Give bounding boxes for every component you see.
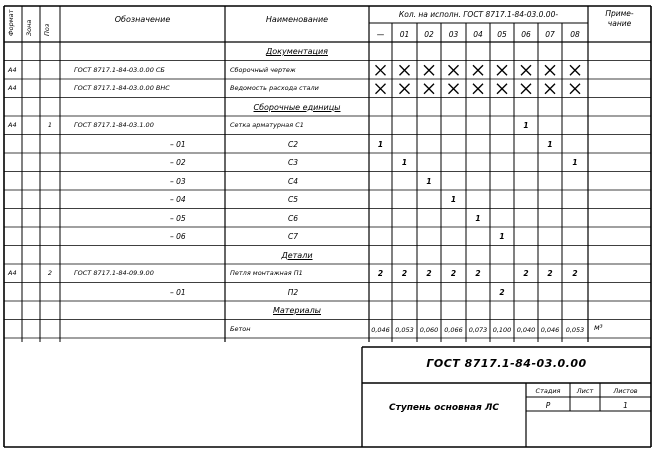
cell-format: А4: [8, 84, 17, 92]
na-mark: [376, 84, 386, 94]
cell-qty: 1: [572, 158, 578, 167]
cell-qty: 0,040: [516, 325, 536, 334]
na-mark: [400, 84, 410, 94]
header-qty-title: Кол. на исполн. ГОСТ 8717.1-84-03.0.00-: [398, 10, 559, 19]
cell-qty: 0,073: [468, 325, 488, 334]
header-variant-0: —: [376, 30, 385, 39]
cell-note: м³: [594, 322, 603, 332]
cell-qty: 1: [450, 195, 457, 204]
cell-name: С5: [287, 195, 299, 204]
titleblock-sheets-label: Листов: [613, 387, 638, 395]
na-mark: [449, 65, 459, 75]
titleblock-stage-value: Р: [545, 401, 551, 410]
header-designation: Обозначение: [114, 15, 171, 24]
cell-designation: ГОСТ 8717.1-84-09.9.00: [74, 269, 154, 277]
cell-designation: ГОСТ 8717.1-84-03.1.00: [74, 121, 154, 129]
cell-name: Петля монтажная П1: [230, 269, 303, 277]
cell-name: С2: [287, 139, 299, 149]
cell-qty: 1: [475, 213, 481, 223]
cell-qty: 1: [523, 121, 529, 130]
cell-qty: 1: [547, 139, 553, 149]
cell-designation: – 02: [170, 158, 186, 167]
cell-qty: 0,053: [395, 325, 414, 334]
cell-qty: 2: [450, 269, 457, 278]
header-format: Формат: [7, 9, 15, 36]
header-variant-4: 04: [473, 30, 483, 39]
cell-designation: – 01: [170, 139, 186, 149]
na-mark: [473, 84, 483, 94]
section-heading: Материалы: [273, 306, 321, 315]
cell-qty: 2: [426, 269, 432, 278]
cell-qty: 0,046: [540, 325, 560, 334]
cell-qty: 2: [499, 287, 505, 297]
section-heading: Документация: [266, 47, 328, 56]
cell-designation: ГОСТ 8717.1-84-03.0.00 СБ: [74, 65, 165, 74]
header-variant-1: 01: [399, 30, 410, 39]
na-mark: [400, 65, 410, 75]
cell-designation: – 05: [170, 213, 186, 223]
na-mark: [497, 84, 507, 94]
cell-name: С7: [287, 232, 299, 241]
cell-designation: – 01: [170, 287, 186, 297]
titleblock-sheets-value: 1: [623, 401, 628, 410]
section-heading: Сборочные единицы: [253, 102, 341, 112]
cell-name: Сетка арматурная С1: [230, 121, 304, 129]
section-heading: Детали: [281, 250, 313, 260]
na-mark: [424, 84, 434, 94]
cell-qty: 0,053: [565, 325, 585, 334]
cell-qty: 1: [426, 176, 432, 186]
cell-qty: 1: [377, 139, 384, 149]
na-mark: [521, 65, 531, 75]
header-variant-3: 03: [448, 30, 459, 39]
cell-designation: – 03: [170, 176, 186, 186]
cell-format: А4: [8, 65, 17, 74]
cell-designation: ГОСТ 8717.1-84-03.0.00 ВНС: [74, 84, 170, 92]
header-pos: Поз: [43, 23, 51, 36]
cell-qty: 2: [475, 269, 481, 278]
na-mark: [545, 65, 555, 75]
cell-name: С3: [287, 158, 299, 167]
na-mark: [497, 65, 507, 75]
header-note-1: Приме-: [605, 9, 634, 18]
header-variant-7: 07: [545, 30, 555, 39]
header-name: Наименование: [265, 15, 329, 24]
na-mark: [545, 84, 555, 94]
cell-qty: 0,046: [371, 325, 390, 334]
cell-name: Ведомость расхода стали: [230, 84, 319, 92]
cell-qty: 0,060: [419, 325, 439, 334]
titleblock-stage-label: Стадия: [535, 387, 561, 395]
header-variant-5: 05: [497, 30, 507, 39]
cell-designation: – 06: [170, 232, 186, 241]
header-variant-2: 02: [424, 30, 434, 39]
cell-name: С6: [287, 213, 299, 223]
na-mark: [570, 84, 580, 94]
cell-designation: – 04: [170, 195, 186, 204]
header-variant-8: 08: [570, 30, 580, 39]
header-variant-6: 06: [521, 30, 531, 39]
na-mark: [570, 65, 580, 75]
header-note-2: чание: [607, 19, 632, 28]
cell-name: Сборочный чертеж: [230, 65, 296, 74]
header-zone: Зона: [25, 19, 33, 36]
na-mark: [473, 65, 483, 75]
cell-qty: 2: [572, 269, 578, 278]
cell-qty: 1: [499, 232, 505, 241]
cell-format: А4: [8, 121, 17, 129]
cell-pos: 1: [47, 121, 53, 129]
cell-format: А4: [8, 269, 17, 277]
titleblock-sheet-label: Лист: [576, 387, 594, 395]
cell-qty: 2: [523, 269, 529, 278]
na-mark: [449, 84, 459, 94]
na-mark: [424, 65, 434, 75]
cell-qty: 2: [547, 269, 553, 278]
na-mark: [521, 84, 531, 94]
cell-qty: 2: [377, 269, 384, 278]
cell-name: Бетон: [230, 324, 251, 333]
cell-qty: 2: [401, 269, 408, 278]
titleblock-doc-number: ГОСТ 8717.1-84-03.0.00: [426, 357, 587, 370]
cell-name: П2: [287, 287, 299, 297]
na-mark: [376, 65, 386, 75]
cell-qty: 0,100: [492, 325, 512, 334]
titleblock-product-name: Ступень основная ЛС: [389, 403, 499, 413]
cell-qty: 1: [401, 158, 408, 167]
cell-pos: 2: [47, 269, 53, 277]
cell-qty: 0,066: [444, 325, 463, 334]
cell-name: С4: [287, 176, 299, 186]
